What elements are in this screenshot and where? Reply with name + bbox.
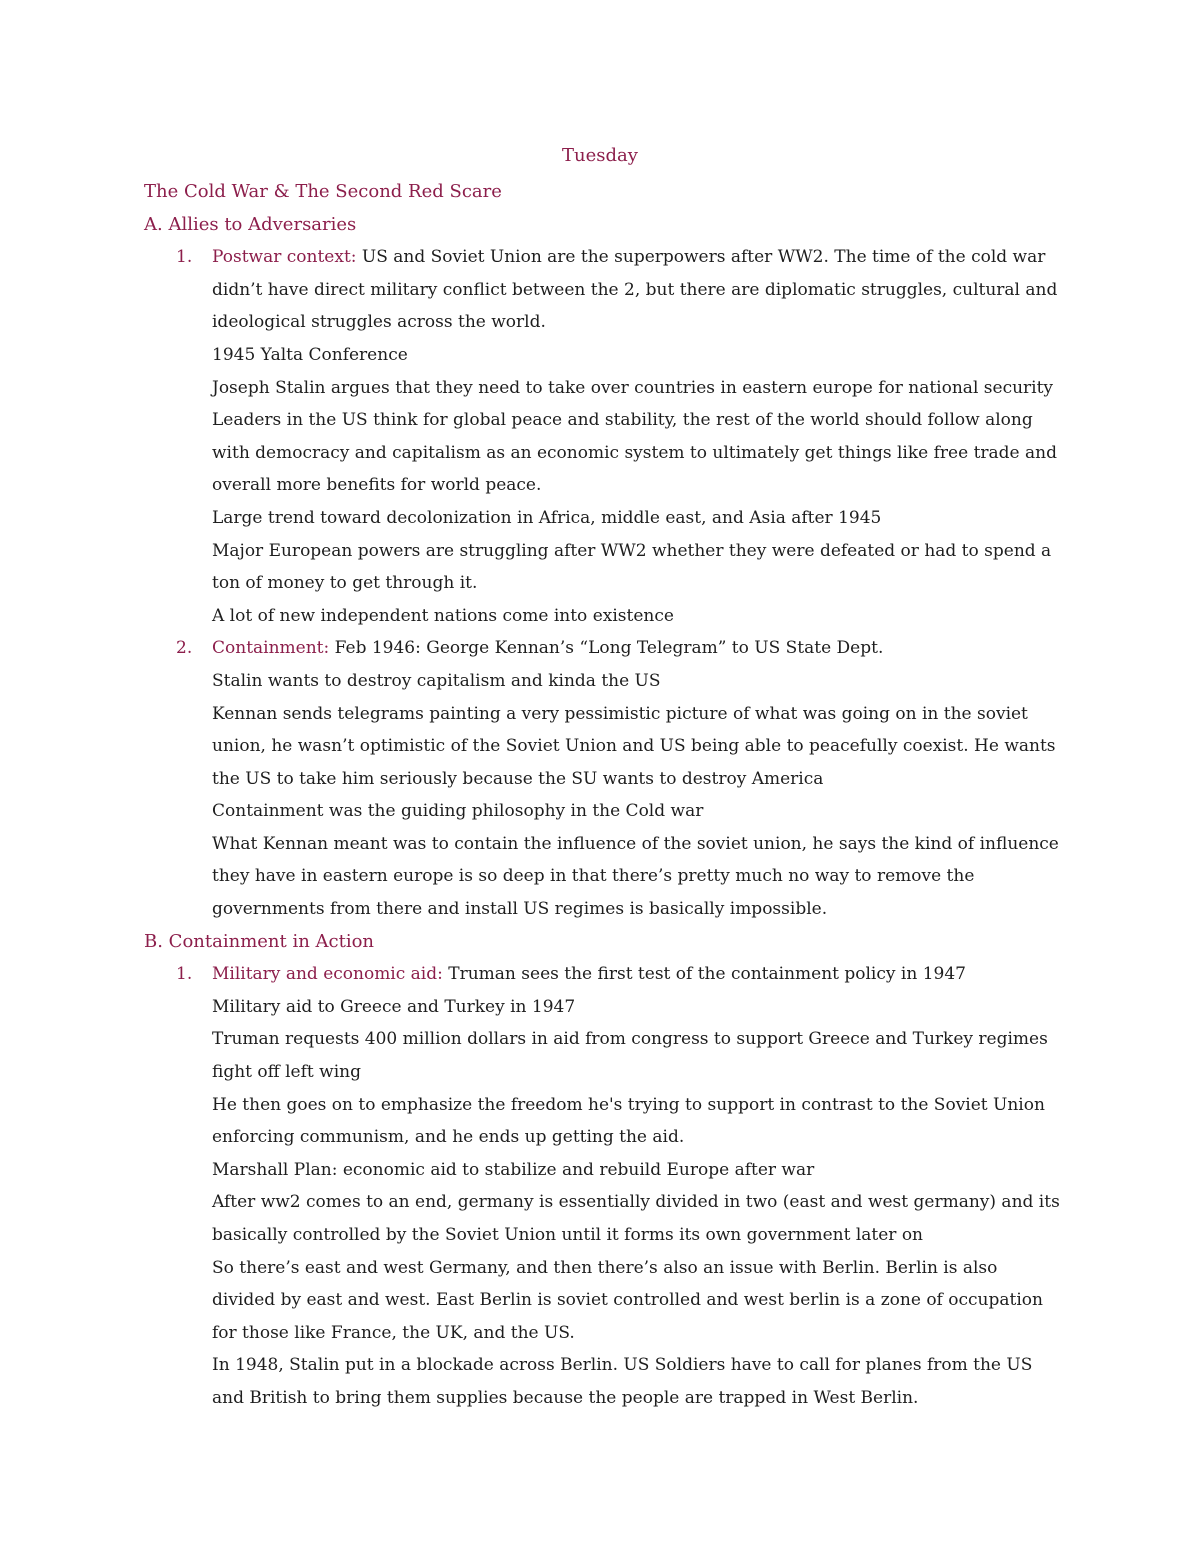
item-number: 1. (176, 247, 193, 268)
item-number: 1. (176, 964, 193, 985)
notes-body (144, 176, 1064, 1415)
item-lead (212, 241, 1064, 339)
outline-item-a2 (144, 632, 1064, 925)
item-lead-text: US and Soviet Union are the superpowers after WW2. The time of the cold war didn’t have direct military conflict between the 2, but there are diplomatic struggles, cultural and ideological struggles across the world. (212, 247, 1058, 333)
item-label: Military and economic aid: (212, 964, 443, 985)
section-heading-a: A. Allies to Adversaries (144, 213, 357, 235)
note-line: Large trend toward decolonization in Africa, middle east, and Asia after 1945 (212, 507, 882, 528)
note-line: So there’s east and west Germany, and then there’s also an issue with Berlin. Berlin is also divided by east and west. East Berlin is soviet controlled and west berlin is a zone of occupation for those like France, the UK, and the US. (212, 1257, 1043, 1343)
item-lead (212, 958, 1064, 991)
note-line: Leaders in the US think for global peace and stability, the rest of the world should follow along with democracy and capitalism as an economic system to ultimately get things like free trade and overall more benefits for world peace. (212, 410, 1057, 496)
note-line: He then goes on to emphasize the freedom he's trying to support in contrast to the Soviet Union enforcing communism, and he ends up getting the aid. (212, 1094, 1045, 1148)
note-line: Truman requests 400 million dollars in aid from congress to support Greece and Turkey regimes fight off left wing (212, 1029, 1048, 1083)
note-line: Military aid to Greece and Turkey in 1947 (212, 996, 576, 1017)
item-lead-text: Truman sees the first test of the containment policy in 1947 (448, 964, 966, 985)
item-number: 2. (176, 638, 193, 659)
item-label: Containment: (212, 638, 330, 659)
item-label: Postwar context: (212, 247, 357, 268)
note-line: Major European powers are struggling after WW2 whether they were defeated or had to spend a ton of money to get through it. (212, 540, 1052, 594)
note-line: What Kennan meant was to contain the influence of the soviet union, he says the kind of influence they have in eastern europe is so deep in that there’s pretty much no way to remove the governments from there and install US regimes is basically impossible. (212, 833, 1059, 920)
item-lead (212, 632, 1064, 665)
note-line: Stalin wants to destroy capitalism and kinda the US (212, 670, 661, 691)
note-line: Kennan sends telegrams painting a very pessimistic picture of what was going on in the soviet union, he wasn’t optimistic of the Soviet Union and US being able to peacefully coexist. He wants the US to take him seriously because the SU wants to destroy America (212, 703, 1056, 789)
note-line: Marshall Plan: economic aid to stabilize and rebuild Europe after war (212, 1159, 815, 1180)
note-line: Joseph Stalin argues that they need to take over countries in eastern europe for national security (212, 377, 1054, 398)
document-title: The Cold War & The Second Red Scare (144, 181, 502, 202)
note-line: Containment was the guiding philosophy in the Cold war (212, 801, 704, 822)
note-line: 1945 Yalta Conference (212, 344, 408, 365)
item-lead-text: Feb 1946: George Kennan’s “Long Telegram” to US State Dept. (334, 638, 884, 659)
note-line: After ww2 comes to an end, germany is essentially divided in two (east and west germany) and its basically controlled by the Soviet Union until it forms its own government later on (212, 1192, 1060, 1245)
section-heading-b: B. Containment in Action (144, 930, 375, 952)
note-line: A lot of new independent nations come into existence (212, 605, 674, 626)
outline-item-b1 (144, 958, 1064, 1414)
note-line: In 1948, Stalin put in a blockade across Berlin. US Soldiers have to call for planes from the US and British to bring them supplies because the people are trapped in West Berlin. (212, 1355, 1033, 1408)
outline-item-a1 (144, 241, 1064, 632)
day-title: Tuesday (562, 145, 638, 166)
